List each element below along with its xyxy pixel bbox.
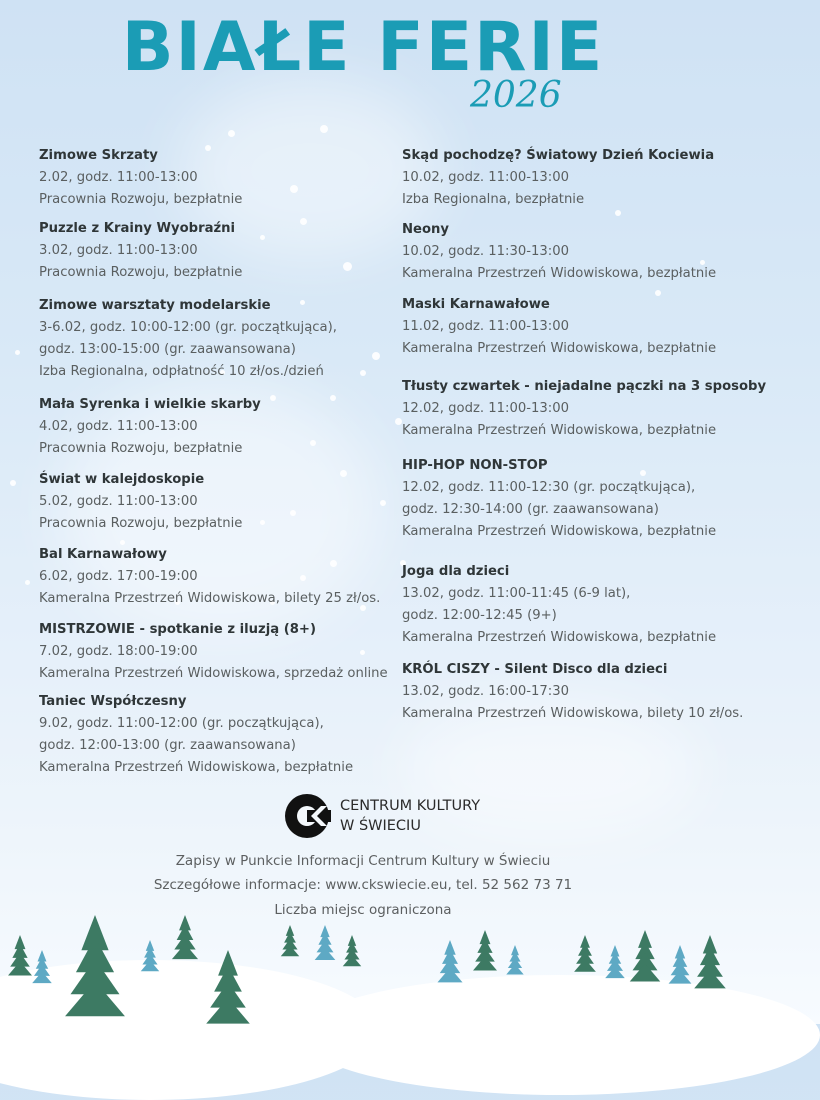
pine-tree <box>506 945 523 974</box>
event-item <box>39 218 369 284</box>
event-title: Neony <box>402 222 450 237</box>
snowflake <box>228 130 235 137</box>
event-item <box>402 561 726 649</box>
pine-tree <box>65 915 125 1016</box>
event-date: 11.02, godz. 11:00-13:00 <box>402 319 570 334</box>
ck-logo-icon[interactable] <box>283 792 331 840</box>
event-venue: Kameralna Przestrzeń Widowiskowa, bilety 10 zł/os. <box>402 706 744 721</box>
contact-info: Szczegółowe informacje: www.ckswiecie.eu, tel. 52 562 73 71 <box>153 877 573 893</box>
event-date: 12.02, godz. 11:00-12:30 (gr. początkująca), <box>402 480 696 495</box>
event-date: 9.02, godz. 11:00-12:00 (gr. początkująca), <box>39 716 324 731</box>
event-date: 7.02, godz. 18:00-19:00 <box>39 644 198 659</box>
event-item <box>402 455 726 543</box>
event-venue: Kameralna Przestrzeń Widowiskowa, sprzedaż online <box>39 666 388 681</box>
pine-tree <box>315 925 336 960</box>
snowflake <box>372 352 380 360</box>
event-item <box>402 145 726 211</box>
pine-tree <box>343 935 362 966</box>
event-item <box>402 659 744 725</box>
event-date: 13.02, godz. 16:00-17:30 <box>402 684 570 699</box>
event-title: KRÓL CISZY - Silent Disco dla dzieci <box>402 662 668 677</box>
event-title: Skąd pochodzę? Światowy Dzień Kociewia <box>402 148 715 163</box>
event-time: godz. 12:00-13:00 (gr. zaawansowana) <box>39 738 296 753</box>
event-venue: Pracownia Rozwoju, bezpłatnie <box>39 516 243 531</box>
event-item <box>39 394 369 460</box>
event-date: 6.02, godz. 17:00-19:00 <box>39 569 198 584</box>
snowflake <box>320 125 328 133</box>
poster-title: BIAŁE FERIE <box>121 8 605 87</box>
event-venue: Pracownia Rozwoju, bezpłatnie <box>39 265 243 280</box>
event-title: Puzzle z Krainy Wyobraźni <box>39 221 236 236</box>
event-item <box>402 219 726 285</box>
event-item <box>39 544 381 610</box>
event-title: MISTRZOWIE - spotkanie z iluzją (8+) <box>39 622 316 637</box>
event-venue: Kameralna Przestrzeń Widowiskowa, bezpłatnie <box>402 341 717 356</box>
event-title: Zimowe Skrzaty <box>39 148 158 163</box>
event-venue: Pracownia Rozwoju, bezpłatnie <box>39 192 243 207</box>
event-item <box>39 619 388 685</box>
event-title: Maski Karnawałowe <box>402 297 550 312</box>
event-title: Bal Karnawałowy <box>39 547 167 562</box>
pine-tree <box>694 935 726 988</box>
event-date: 10.02, godz. 11:30-13:00 <box>402 244 570 259</box>
snowflake <box>25 580 30 585</box>
pine-tree <box>32 950 52 983</box>
event-item <box>39 145 369 211</box>
event-item <box>402 376 767 442</box>
event-venue: Izba Regionalna, odpłatność 10 zł/os./dzień <box>39 364 324 379</box>
pine-tree <box>172 915 198 959</box>
event-venue: Pracownia Rozwoju, bezpłatnie <box>39 441 243 456</box>
event-title: Taniec Współczesny <box>39 694 187 709</box>
event-date: 13.02, godz. 11:00-11:45 (6-9 lat), <box>402 586 631 601</box>
pine-tree <box>669 945 692 984</box>
event-venue: Kameralna Przestrzeń Widowiskowa, bezpłatnie <box>402 423 717 438</box>
event-date: 4.02, godz. 11:00-13:00 <box>39 419 198 434</box>
event-time: godz. 12:30-14:00 (gr. zaawansowana) <box>402 502 659 517</box>
event-item <box>402 294 726 360</box>
event-venue: Kameralna Przestrzeń Widowiskowa, bezpłatnie <box>402 524 717 539</box>
pine-tree <box>281 925 300 956</box>
event-title: HIP-HOP NON-STOP <box>402 458 548 473</box>
event-title: Zimowe warsztaty modelarskie <box>39 298 271 313</box>
registration-info: Zapisy w Punkcie Informacji Centrum Kultury w Świeciu <box>175 853 551 869</box>
event-time: godz. 12:00-12:45 (9+) <box>402 608 557 623</box>
snowflake <box>395 418 402 425</box>
pine-trees <box>0 900 726 1024</box>
pine-tree <box>630 930 660 982</box>
event-date: 10.02, godz. 11:00-13:00 <box>402 170 570 185</box>
event-date: 12.02, godz. 11:00-13:00 <box>402 401 570 416</box>
event-venue: Kameralna Przestrzeń Widowiskowa, bezpłatnie <box>402 266 717 281</box>
pine-tree <box>141 940 160 971</box>
pine-tree <box>605 945 625 978</box>
snowflake <box>380 500 386 506</box>
event-date: 3-6.02, godz. 10:00-12:00 (gr. początkująca), <box>39 320 337 335</box>
event-title: Joga dla dzieci <box>402 564 510 579</box>
event-venue: Kameralna Przestrzeń Widowiskowa, bilety 25 zł/os. <box>39 591 381 606</box>
event-venue: Izba Regionalna, bezpłatnie <box>402 192 585 207</box>
limited-places-note: Liczba miejsc ograniczona <box>274 902 452 918</box>
pine-tree <box>574 935 596 972</box>
pine-tree <box>437 940 462 982</box>
event-date: 2.02, godz. 11:00-13:00 <box>39 170 198 185</box>
snowflake <box>15 350 20 355</box>
event-item <box>39 295 369 383</box>
pine-tree <box>8 935 32 975</box>
snowflake <box>10 480 16 486</box>
pine-tree <box>473 930 497 970</box>
logo-line-1: CENTRUM KULTURY <box>340 798 481 814</box>
event-date: 3.02, godz. 11:00-13:00 <box>39 243 198 258</box>
logo-text[interactable] <box>340 796 480 836</box>
event-date: 5.02, godz. 11:00-13:00 <box>39 494 198 509</box>
poster-year: 2026 <box>470 75 562 116</box>
event-title: Mała Syrenka i wielkie skarby <box>39 397 261 412</box>
event-title: Tłusty czwartek - niejadalne pączki na 3 sposoby <box>402 379 767 394</box>
pine-tree <box>206 950 250 1024</box>
event-venue: Kameralna Przestrzeń Widowiskowa, bezpłatnie <box>402 630 717 645</box>
event-venue: Kameralna Przestrzeń Widowiskowa, bezpłatnie <box>39 760 354 775</box>
event-item <box>39 469 369 535</box>
event-title: Świat w kalejdoskopie <box>39 472 205 487</box>
event-item <box>39 691 369 779</box>
logo-line-2: W ŚWIECIU <box>340 818 421 834</box>
event-time: godz. 13:00-15:00 (gr. zaawansowana) <box>39 342 296 357</box>
